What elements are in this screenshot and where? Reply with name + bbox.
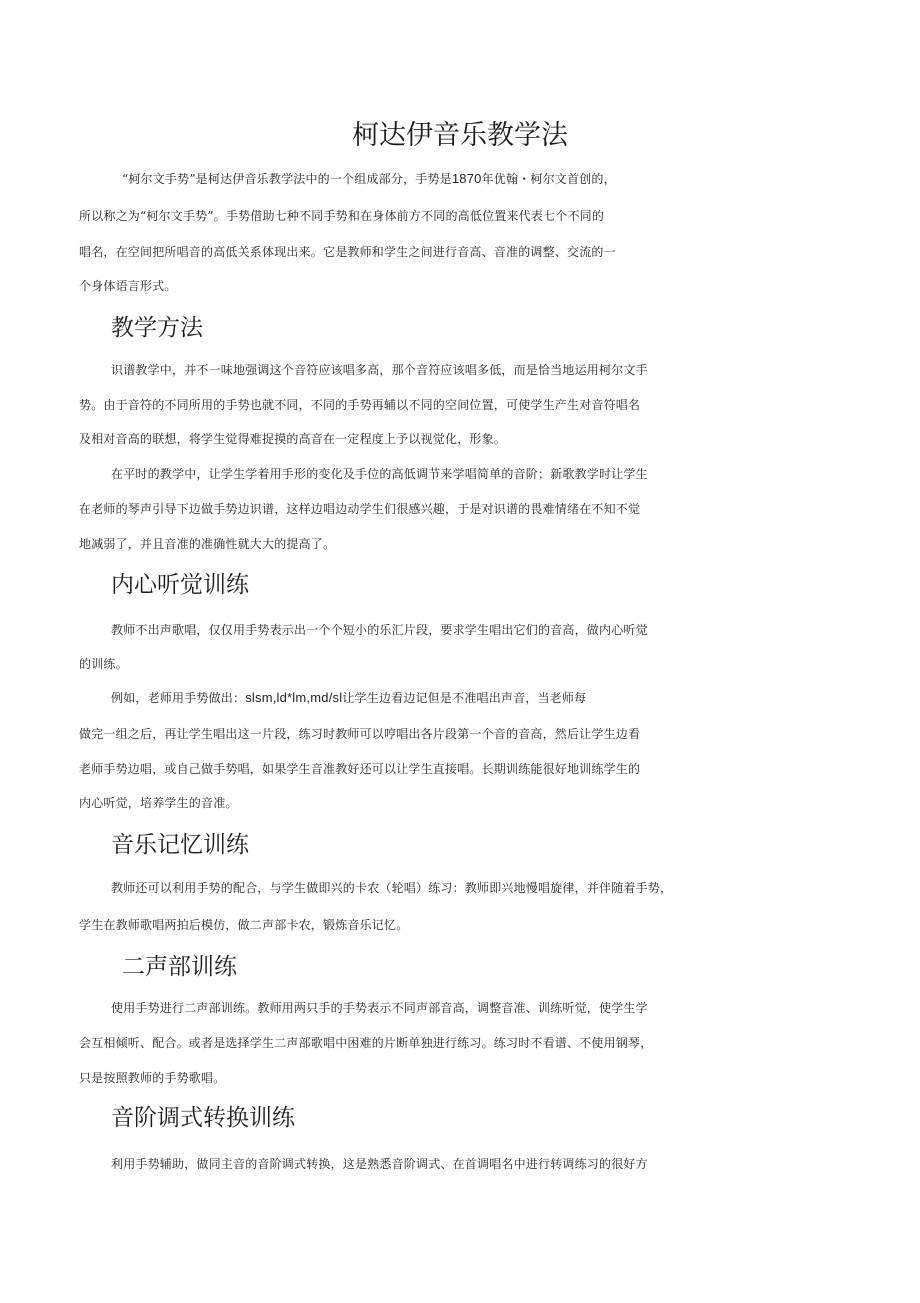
section1-line-3: 及相对音高的联想，将学生觉得难捉摸的高音在一定程度上予以视觉化，形象。 (79, 432, 507, 446)
section-heading-teaching-method: 教学方法 (111, 315, 203, 341)
section1-line-2: 势。由于音符的不同所用的手势也就不同，不同的手势再辅以不同的空间位置，可使学生产生对音符唱名 (79, 398, 641, 412)
section4-line-1: 使用手势进行二声部训练。教师用两只手的手势表示不同声部音高，调整音准、训练听觉，使学生学 (111, 1001, 648, 1015)
intro-line-1-text-b: 年优翰・柯尔文首创的， (481, 172, 616, 186)
section1-line-1: 识谱教学中，并不一味地强调这个音符应该唱多高，那个音符应该唱多低，而是恰当地运用柯尔文手 (111, 363, 648, 377)
solfege-code: slsm,ld*lm,md/sl (245, 690, 343, 705)
section2-line-2: 的训练。 (79, 657, 128, 671)
section3-line-2: 学生在教师歌唱两拍后模仿，做二声部卡农，锻炼音乐记忆。 (79, 918, 409, 932)
section2-line-5: 老师手势边唱，或自己做手势唱，如果学生音准教好还可以让学生直接唱。长期训练能很好地训练学生的 (79, 762, 641, 776)
intro-year: 1870 (451, 171, 482, 186)
section1-line-5: 在老师的琴声引导下边做手势边识谱，这样边唱边动学生们很感兴趣，于是对识谱的畏难情绪在不知不觉 (79, 502, 641, 516)
section2-line-3-text-b: 让学生边看边记但是不准唱出声音，当老师每 (342, 691, 587, 705)
intro-line-3: 唱名，在空间把所唱音的高低关系体现出来。它是教师和学生之间进行音高、音准的调整、交流的一 (79, 245, 616, 259)
section1-line-4: 在平时的教学中，让学生学着用手形的变化及手位的高低调节来学唱简单的音阶；新歌教学时让学生 (111, 467, 648, 481)
document-title: 柯达伊音乐教学法 (352, 120, 568, 151)
intro-line-1 (122, 171, 616, 187)
section3-line-1: 教师还可以利用手势的配合，与学生做即兴的卡农（轮唱）练习：教师即兴地慢唱旋律，并伴随着手势， (111, 881, 673, 895)
section2-line-1: 教师不出声歌唱，仅仅用手势表示出一个个短小的乐汇片段，要求学生唱出它们的音高，做内心听觉 (111, 623, 648, 637)
section2-line-3 (111, 690, 586, 706)
section1-line-6: 地减弱了，并且音准的准确性就大大的提高了。 (79, 537, 336, 551)
section5-line-1: 利用手势辅助，做同主音的音阶调式转换，这是熟悉音阶调式、在首调唱名中进行转调练习的很好方 (111, 1157, 648, 1171)
section2-line-4: 做完一组之后，再让学生唱出这一片段，练习时教师可以哼唱出各片段第一个音的音高，然后让学生边看 (79, 727, 641, 741)
section-heading-music-memory: 音乐记忆训练 (111, 832, 249, 858)
intro-line-1-text-a: “柯尔文手势”是柯达伊音乐教学法中的一个组成部分，手势是 (122, 172, 452, 186)
section4-line-3: 只是按照教师的手势歌唱。 (79, 1071, 226, 1085)
section2-line-6: 内心听觉，培养学生的音准。 (79, 796, 238, 810)
section-heading-inner-hearing: 内心听觉训练 (111, 572, 249, 598)
intro-line-2: 所以称之为“柯尔文手势”。手势借助七种不同手势和在身体前方不同的高低位置来代表七个不同的 (79, 209, 605, 223)
section4-line-2: 会互相倾听、配合。或者是选择学生二声部歌唱中困难的片断单独进行练习。练习时不看谱、不使用钢琴， (79, 1036, 653, 1050)
section-heading-two-part: 二声部训练 (122, 954, 237, 980)
intro-line-4: 个身体语言形式。 (79, 279, 177, 293)
section-heading-scale-mode: 音阶调式转换训练 (111, 1105, 295, 1131)
section2-line-3-text-a: 例如，老师用手势做出： (111, 691, 246, 705)
